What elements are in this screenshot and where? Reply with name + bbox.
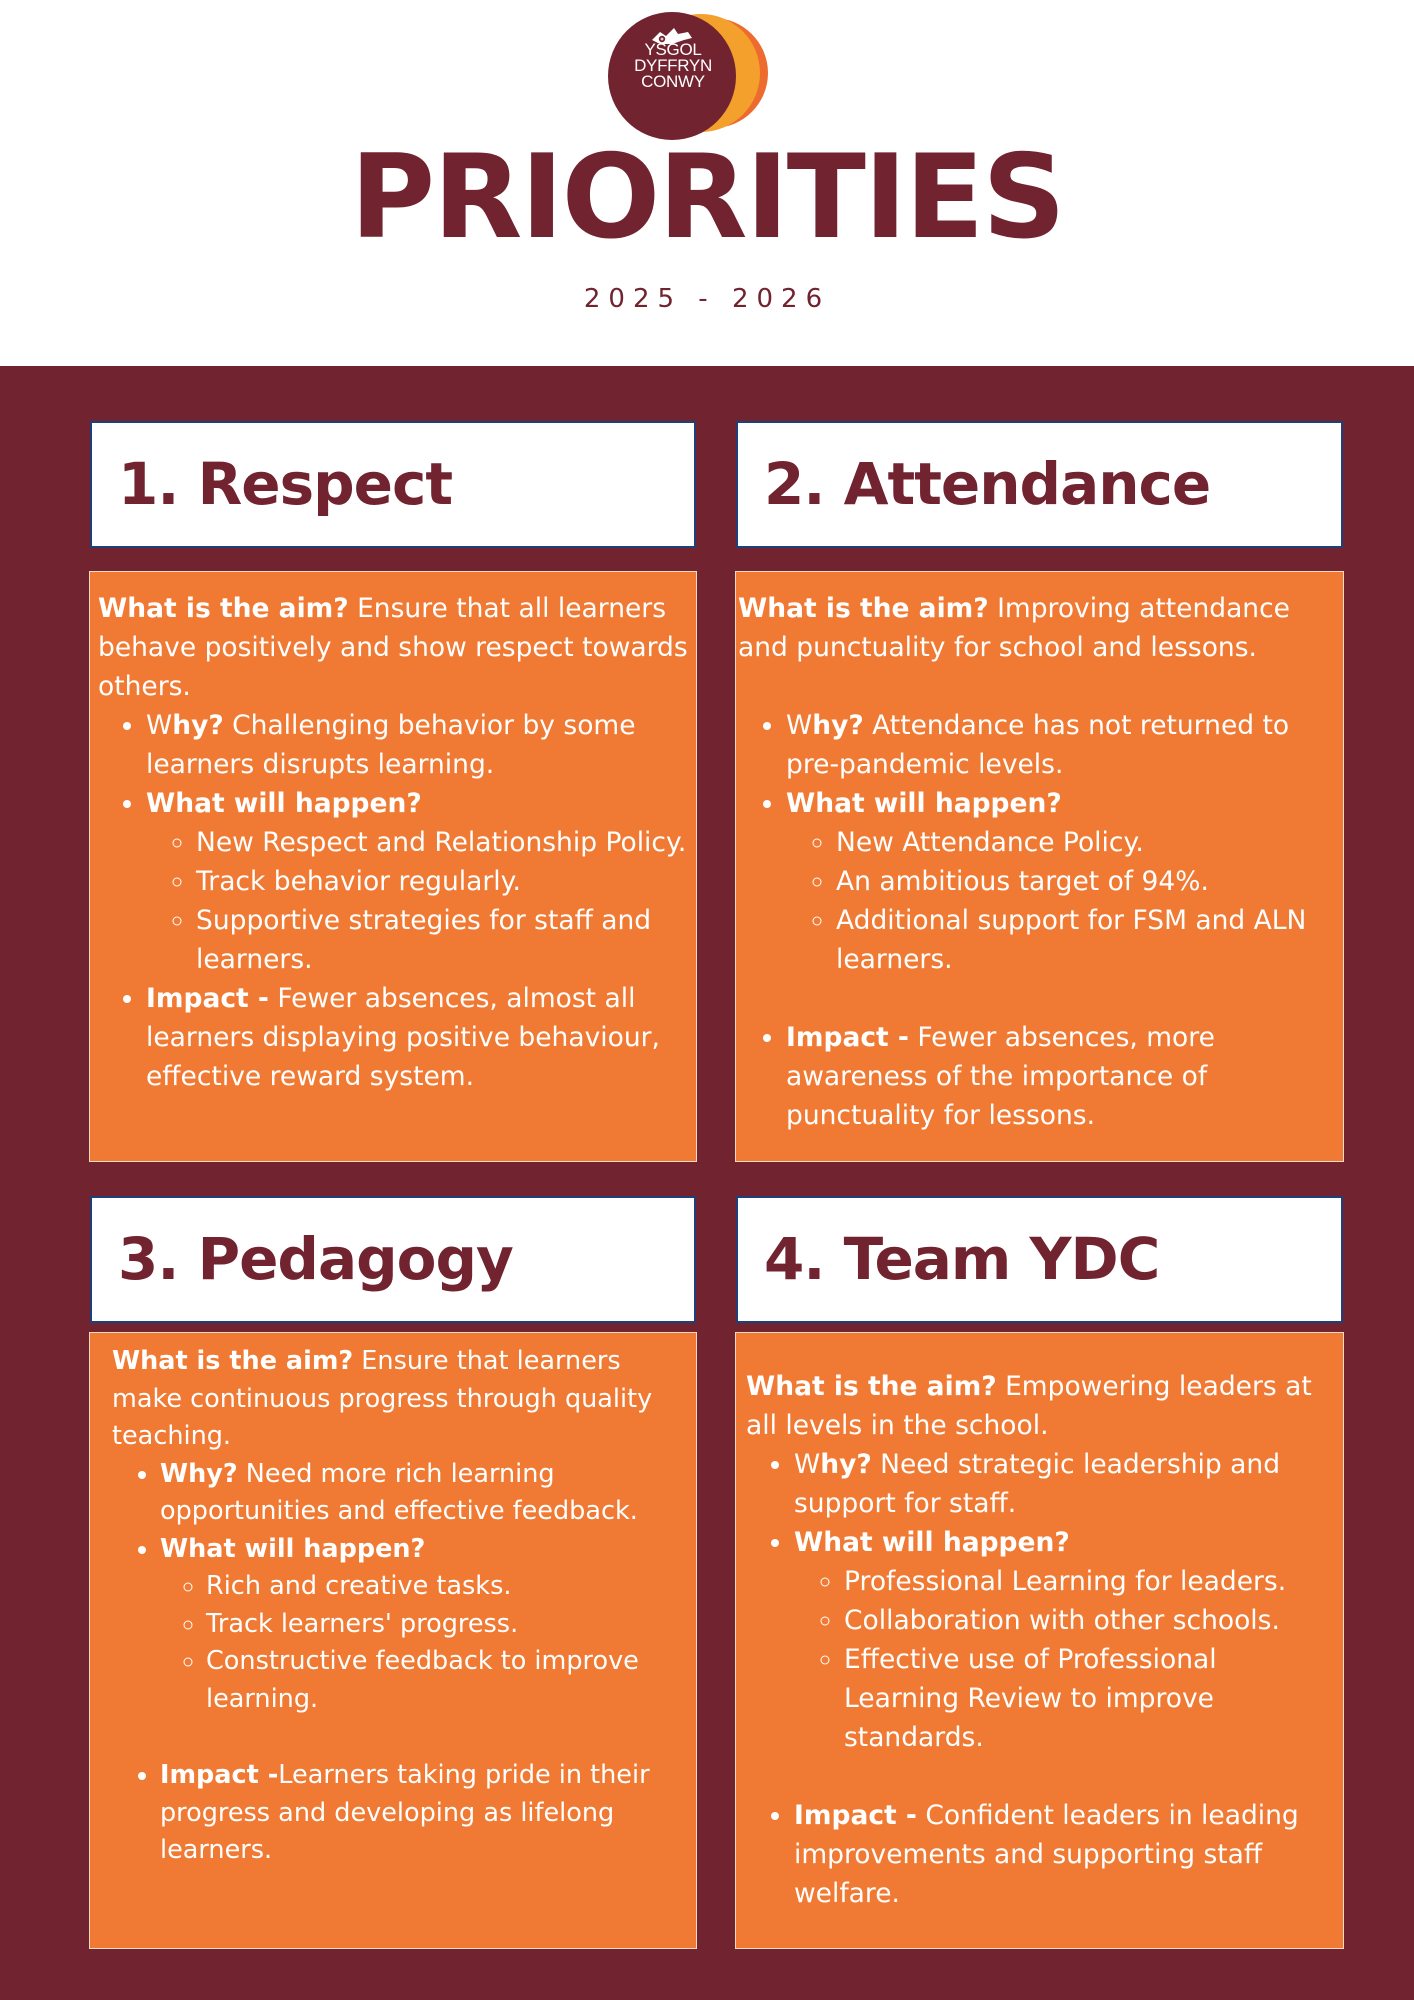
priority-4-body <box>735 1332 1344 1949</box>
priority-4-title: 4. Team YDC <box>764 1225 1160 1293</box>
impact-label: Impact - <box>794 1800 917 1831</box>
aim-label: What is the aim? <box>112 1346 354 1376</box>
happen-label: What will happen? <box>160 1533 426 1564</box>
why-item <box>160 1456 688 1531</box>
happen-list <box>786 823 1337 979</box>
priority-2-list <box>738 706 1337 1135</box>
list-item: ◦ Effective use of Professional Learning Review to improve standards. <box>844 1640 1337 1757</box>
list-item: ◦ New Respect and Relationship Policy. <box>196 823 688 862</box>
list-item: ◦ Track behavior regularly. <box>196 862 688 901</box>
aim-text: Ensure that learners make continuous progress through quality teaching. <box>112 1346 653 1451</box>
list-item: ◦ Constructive feedback to improve learning. <box>206 1643 688 1718</box>
logo-line-3: CONWY <box>641 72 705 91</box>
happen-list <box>146 823 688 979</box>
impact-text: Fewer absences, more awareness of the importance of punctuality for lessons. <box>786 1022 1215 1131</box>
why-label-pre: W <box>146 710 173 741</box>
page-title: PRIORITIES <box>350 130 1064 265</box>
priority-3-header <box>90 1196 696 1323</box>
happen-list <box>160 1568 688 1718</box>
list-item: ◦ Professional Learning for leaders. <box>844 1562 1337 1601</box>
impact-text: Learners taking pride in their progress and developing as lifelong learners. <box>160 1760 650 1865</box>
happen-label: What will happen? <box>786 788 1062 819</box>
priority-2-title: 2. Attendance <box>764 450 1211 518</box>
happen-label: What will happen? <box>794 1527 1070 1558</box>
why-item <box>786 706 1337 784</box>
happen-item <box>794 1523 1337 1757</box>
why-text: Need strategic leadership and support for staff. <box>794 1449 1281 1519</box>
logo-line-1: YSGOL <box>644 40 702 59</box>
list-item: ◦ Track learners' progress. <box>206 1606 688 1644</box>
priority-1-list <box>98 706 688 1096</box>
impact-label: Impact - <box>146 983 269 1014</box>
list-item: ◦ Supportive strategies for staff and learners. <box>196 901 688 979</box>
happen-item <box>160 1531 688 1719</box>
logo-wordmark <box>618 42 728 90</box>
why-text: Need more rich learning opportunities and effective feedback. <box>160 1458 638 1526</box>
list-item: ◦ Rich and creative tasks. <box>206 1568 688 1606</box>
why-label: hy? <box>812 710 864 741</box>
why-label: Why? <box>160 1458 238 1489</box>
priority-3-title: 3. Pedagogy <box>118 1225 513 1293</box>
why-item <box>794 1445 1337 1523</box>
page-header <box>0 0 1414 366</box>
why-label: hy? <box>820 1449 872 1480</box>
priority-4-aim <box>746 1367 1337 1445</box>
priority-2-header <box>736 421 1343 548</box>
list-item: ◦ An ambitious target of 94%. <box>836 862 1337 901</box>
aim-label: What is the aim? <box>746 1371 997 1402</box>
happen-item <box>786 784 1337 979</box>
impact-item <box>160 1757 688 1870</box>
priority-2-aim <box>738 589 1337 667</box>
year-range: 2025 - 2026 <box>583 284 831 314</box>
impact-label: Impact - <box>786 1022 909 1053</box>
happen-list <box>794 1562 1337 1757</box>
why-label-pre: W <box>794 1449 821 1480</box>
priority-3-body <box>89 1332 697 1949</box>
priority-1-title: 1. Respect <box>118 450 453 518</box>
priority-1-body <box>89 571 697 1162</box>
impact-item <box>794 1796 1337 1913</box>
priority-1-header <box>90 421 696 548</box>
why-text: Attendance has not returned to pre-pandemic levels. <box>786 710 1290 780</box>
priority-4-header <box>736 1196 1343 1323</box>
priority-1-aim <box>98 589 688 706</box>
aim-text: Empowering leaders at all levels in the school. <box>746 1371 1312 1441</box>
why-label-pre: W <box>786 710 813 741</box>
priority-2-body <box>735 571 1344 1162</box>
aim-label: What is the aim? <box>98 593 349 624</box>
why-item <box>146 706 688 784</box>
priority-3-aim <box>112 1343 688 1456</box>
impact-text: Fewer absences, almost all learners displaying positive behaviour, effective reward system. <box>146 983 660 1092</box>
impact-label: Impact - <box>160 1760 279 1790</box>
why-label: hy? <box>172 710 224 741</box>
priority-3-list <box>112 1456 688 1870</box>
priority-4-list <box>746 1445 1337 1913</box>
happen-item <box>146 784 688 979</box>
logo-line-2: DYFFRYN <box>634 56 712 75</box>
aim-label: What is the aim? <box>738 593 989 624</box>
list-item: ◦ Additional support for FSM and ALN learners. <box>836 901 1337 979</box>
aim-text: Improving attendance and punctuality for school and lessons. <box>738 593 1290 663</box>
list-item: ◦ Collaboration with other schools. <box>844 1601 1337 1640</box>
aim-text: Ensure that all learners behave positively and show respect towards others. <box>98 593 688 702</box>
list-item: ◦ New Attendance Policy. <box>836 823 1337 862</box>
impact-item <box>146 979 688 1096</box>
impact-text: Confident leaders in leading improvements and supporting staff welfare. <box>794 1800 1299 1909</box>
why-text: Challenging behavior by some learners disrupts learning. <box>146 710 636 780</box>
happen-label: What will happen? <box>146 788 422 819</box>
impact-item <box>786 1018 1337 1135</box>
